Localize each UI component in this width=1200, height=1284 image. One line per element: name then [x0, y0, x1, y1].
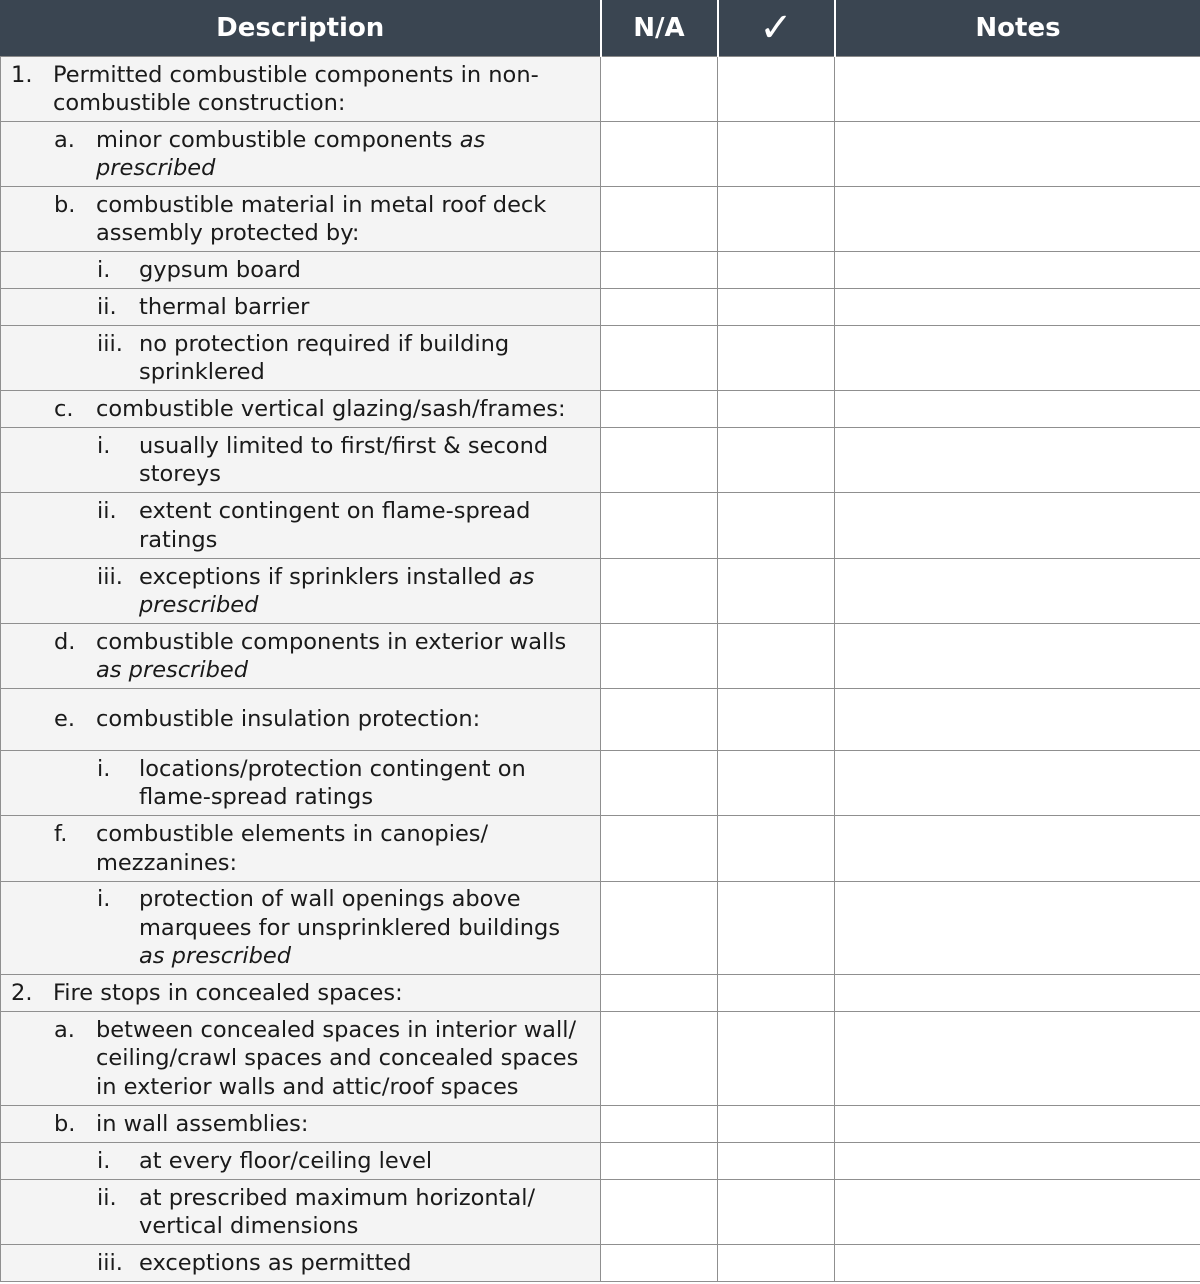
- item-text: [53, 979, 592, 1008]
- item-number: c.: [54, 395, 74, 422]
- check-cell[interactable]: [718, 326, 835, 391]
- table-row: [1, 816, 1200, 882]
- na-cell[interactable]: [601, 1245, 718, 1282]
- item-text: [96, 1110, 592, 1139]
- checklist-item: [1, 1249, 592, 1278]
- item-text-main: in wall assemblies:: [96, 1110, 309, 1137]
- table-row: [1, 975, 1200, 1012]
- checklist-item: [1, 563, 592, 620]
- table-row: [1, 1245, 1200, 1282]
- item-number: e.: [54, 706, 75, 733]
- na-cell[interactable]: [601, 493, 718, 559]
- na-cell[interactable]: [601, 624, 718, 689]
- item-text-main: Fire stops in concealed spaces:: [53, 979, 403, 1006]
- item-number: iii.: [97, 1249, 123, 1276]
- na-cell[interactable]: [601, 289, 718, 326]
- header-check: [718, 0, 835, 57]
- notes-cell[interactable]: [835, 751, 1200, 816]
- item-text-main: combustible material in metal roof deck assembly protected by:: [96, 191, 547, 246]
- checklist-item: [1, 395, 592, 424]
- table-row: [1, 559, 1200, 624]
- header-na: N/A: [601, 0, 718, 57]
- notes-cell[interactable]: [835, 391, 1200, 428]
- notes-cell[interactable]: [835, 1012, 1200, 1106]
- item-text-main: between concealed spaces in interior wall/ ceiling/crawl spaces and concealed spaces in exterior walls and attic/roof spaces: [96, 1016, 579, 1100]
- checklist-item: [1, 820, 592, 877]
- notes-cell[interactable]: [835, 882, 1200, 975]
- na-cell[interactable]: [601, 1180, 718, 1245]
- item-text: [96, 705, 592, 734]
- description-cell: [1, 689, 601, 751]
- item-text-italic: as prescribed: [96, 126, 486, 181]
- table-row: [1, 326, 1200, 391]
- check-cell[interactable]: [718, 428, 835, 493]
- na-cell[interactable]: [601, 975, 718, 1012]
- notes-cell[interactable]: [835, 57, 1200, 122]
- item-text-main: exceptions as permitted: [139, 1249, 412, 1276]
- item-text-main: protection of wall openings above marquees for unsprinklered buildings: [139, 886, 561, 941]
- table-row: [1, 252, 1200, 289]
- notes-cell[interactable]: [835, 1106, 1200, 1143]
- item-text: [96, 628, 592, 685]
- item-number: iii.: [97, 330, 123, 357]
- checklist-item: [1, 293, 592, 322]
- check-cell[interactable]: [718, 391, 835, 428]
- checklist-item: [1, 1184, 592, 1241]
- item-text-main: exceptions if sprinklers installed: [139, 563, 509, 590]
- item-text-main: combustible components in exterior walls: [96, 628, 567, 655]
- table-row: [1, 187, 1200, 252]
- item-text-main: thermal barrier: [139, 293, 310, 320]
- notes-cell[interactable]: [835, 289, 1200, 326]
- checklist-item: [1, 755, 592, 812]
- notes-cell[interactable]: [835, 326, 1200, 391]
- table-row: [1, 1180, 1200, 1245]
- item-number: i.: [97, 886, 111, 913]
- item-text: [139, 293, 592, 322]
- notes-cell[interactable]: [835, 689, 1200, 751]
- notes-cell[interactable]: [835, 816, 1200, 882]
- check-cell[interactable]: [718, 882, 835, 975]
- description-cell: [1, 391, 601, 428]
- checklist-item: [1, 330, 592, 387]
- table-row: [1, 122, 1200, 187]
- description-cell: [1, 428, 601, 493]
- check-cell[interactable]: [718, 624, 835, 689]
- description-cell: [1, 1106, 601, 1143]
- item-text: [139, 563, 592, 620]
- item-number: a.: [54, 1016, 75, 1043]
- item-text-main: combustible elements in canopies/ mezzanines:: [96, 821, 489, 876]
- item-number: ii.: [97, 498, 117, 524]
- item-number: b.: [54, 1110, 76, 1137]
- item-text: [96, 820, 592, 877]
- checkmark-icon: ✓: [759, 5, 793, 51]
- table-row: [1, 57, 1200, 122]
- item-text-italic: as prescribed: [139, 563, 535, 618]
- description-cell: [1, 1180, 601, 1245]
- checklist-item: [1, 256, 592, 285]
- table-row: [1, 689, 1200, 751]
- item-text: [139, 432, 592, 489]
- table-row: [1, 882, 1200, 975]
- checklist-item: [1, 126, 592, 183]
- item-text: [139, 1147, 592, 1176]
- item-number: i.: [97, 1147, 111, 1174]
- item-number: 1.: [11, 61, 33, 88]
- checklist-item: [1, 1147, 592, 1176]
- na-cell[interactable]: [601, 326, 718, 391]
- table-row: [1, 1012, 1200, 1106]
- table-row: [1, 428, 1200, 493]
- item-number: b.: [54, 191, 76, 218]
- description-cell: [1, 882, 601, 975]
- table-row: [1, 1106, 1200, 1143]
- na-cell[interactable]: [601, 882, 718, 975]
- description-cell: [1, 289, 601, 326]
- item-text-main: at every floor/ceiling level: [139, 1147, 433, 1174]
- notes-cell[interactable]: [835, 493, 1200, 559]
- item-text-main: no protection required if building sprinklered: [139, 330, 510, 385]
- checklist-item: [1, 61, 592, 118]
- notes-cell[interactable]: [835, 187, 1200, 252]
- item-text-main: usually limited to first/first & second storeys: [139, 432, 549, 487]
- check-cell[interactable]: [718, 751, 835, 816]
- checklist-item: [1, 1016, 592, 1102]
- item-number: i.: [97, 432, 111, 459]
- item-number: a.: [54, 126, 75, 153]
- table-row: [1, 1143, 1200, 1180]
- na-cell[interactable]: [601, 559, 718, 624]
- checklist-item: [1, 628, 592, 685]
- item-text: [139, 885, 592, 971]
- description-cell: [1, 1143, 601, 1180]
- description-cell: [1, 975, 601, 1012]
- na-cell[interactable]: [601, 57, 718, 122]
- notes-cell[interactable]: [835, 428, 1200, 493]
- notes-cell[interactable]: [835, 559, 1200, 624]
- item-number: ii.: [97, 1184, 117, 1211]
- item-number: iii.: [97, 563, 123, 590]
- table-row: [1, 751, 1200, 816]
- checklist-item: [1, 432, 592, 489]
- notes-cell[interactable]: [835, 1143, 1200, 1180]
- check-cell[interactable]: [718, 289, 835, 326]
- check-cell[interactable]: [718, 252, 835, 289]
- na-cell[interactable]: [601, 816, 718, 882]
- header-notes: Notes: [835, 0, 1200, 57]
- item-text: [139, 1249, 592, 1278]
- item-text: [96, 395, 592, 424]
- checklist-item: [1, 979, 592, 1008]
- description-cell: [1, 624, 601, 689]
- item-text-italic: as prescribed: [96, 657, 249, 683]
- check-cell[interactable]: [718, 1143, 835, 1180]
- notes-cell[interactable]: [835, 122, 1200, 187]
- item-text: [139, 497, 592, 554]
- notes-cell[interactable]: [835, 975, 1200, 1012]
- item-text-main: minor combustible components: [96, 126, 460, 153]
- check-cell[interactable]: [718, 57, 835, 122]
- notes-cell[interactable]: [835, 252, 1200, 289]
- check-cell[interactable]: [718, 559, 835, 624]
- item-text: [139, 256, 592, 285]
- check-cell[interactable]: [718, 493, 835, 559]
- check-cell[interactable]: [718, 689, 835, 751]
- description-cell: [1, 493, 601, 559]
- checklist-item: [1, 497, 592, 554]
- item-number: d.: [54, 628, 76, 655]
- na-cell[interactable]: [601, 689, 718, 751]
- item-text-main: gypsum board: [139, 256, 301, 283]
- check-cell[interactable]: [718, 1245, 835, 1282]
- item-number: i.: [97, 256, 111, 283]
- item-text: [96, 191, 592, 248]
- item-number: i.: [97, 755, 111, 782]
- check-cell[interactable]: [718, 187, 835, 252]
- item-number: 2.: [11, 979, 33, 1006]
- checklist-body: [1, 57, 1200, 1282]
- na-cell[interactable]: [601, 1143, 718, 1180]
- na-cell[interactable]: [601, 428, 718, 493]
- description-cell: [1, 1245, 601, 1282]
- notes-cell[interactable]: [835, 1180, 1200, 1245]
- item-text-main: locations/protection contingent on flame-spread ratings: [139, 755, 526, 810]
- na-cell[interactable]: [601, 187, 718, 252]
- na-cell[interactable]: [601, 252, 718, 289]
- checklist-item: [1, 191, 592, 248]
- description-cell: [1, 252, 601, 289]
- item-text: [139, 330, 592, 387]
- description-cell: [1, 187, 601, 252]
- check-cell[interactable]: [718, 975, 835, 1012]
- na-cell[interactable]: [601, 122, 718, 187]
- item-text-main: Permitted combustible components in non-combustible construction:: [53, 61, 539, 116]
- item-text: [96, 126, 592, 183]
- header-row: [1, 0, 1200, 57]
- check-cell[interactable]: [718, 1106, 835, 1143]
- item-text: [139, 1184, 592, 1241]
- item-number: f.: [54, 821, 68, 847]
- item-text: [139, 755, 592, 812]
- description-cell: [1, 816, 601, 882]
- item-text: [53, 61, 592, 118]
- check-cell[interactable]: [718, 1180, 835, 1245]
- table-row: [1, 493, 1200, 559]
- checklist-item: [1, 1110, 592, 1139]
- item-text-main: combustible insulation protection:: [96, 706, 481, 733]
- notes-cell[interactable]: [835, 1245, 1200, 1282]
- description-cell: [1, 326, 601, 391]
- header-description: Description: [1, 0, 601, 57]
- item-text-main: at prescribed maximum horizontal/ vertical dimensions: [139, 1184, 536, 1239]
- checklist-item: [1, 705, 592, 734]
- check-cell[interactable]: [718, 816, 835, 882]
- description-cell: [1, 57, 601, 122]
- check-cell[interactable]: [718, 122, 835, 187]
- check-cell[interactable]: [718, 1012, 835, 1106]
- na-cell[interactable]: [601, 1106, 718, 1143]
- item-text: [96, 1016, 592, 1102]
- table-row: [1, 391, 1200, 428]
- table-row: [1, 624, 1200, 689]
- notes-cell[interactable]: [835, 624, 1200, 689]
- na-cell[interactable]: [601, 1012, 718, 1106]
- item-number: ii.: [97, 293, 117, 320]
- description-cell: [1, 122, 601, 187]
- na-cell[interactable]: [601, 751, 718, 816]
- description-cell: [1, 1012, 601, 1106]
- na-cell[interactable]: [601, 391, 718, 428]
- description-cell: [1, 559, 601, 624]
- checklist-item: [1, 885, 592, 971]
- table-row: [1, 289, 1200, 326]
- item-text-italic: as prescribed: [139, 943, 292, 970]
- description-cell: [1, 751, 601, 816]
- item-text-main: extent contingent on flame-spread ratings: [139, 498, 531, 553]
- item-text-main: combustible vertical glazing/sash/frames:: [96, 395, 566, 422]
